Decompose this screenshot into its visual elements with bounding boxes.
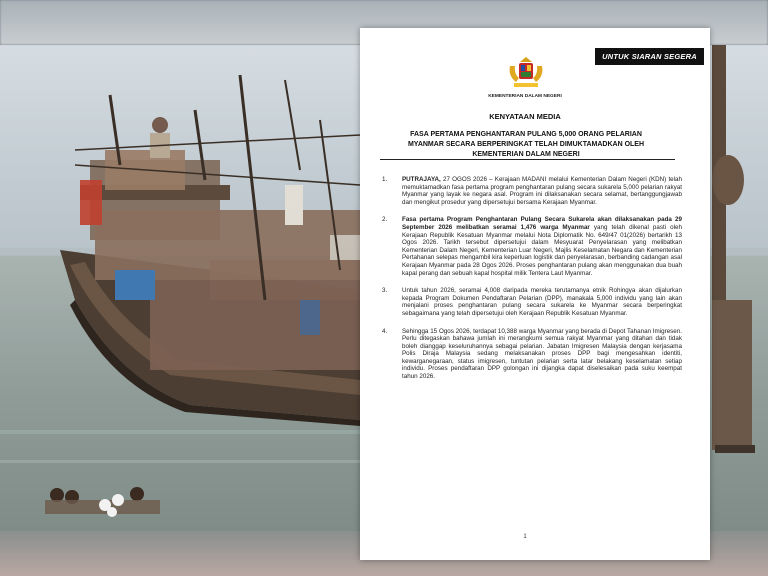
paragraph-number: 2. [382, 216, 388, 224]
paragraph-number: 1. [382, 176, 388, 183]
release-body [382, 176, 682, 391]
paragraph-text: 27 OGOS 2026 – Kerajaan MADANI melalui Kementerian Dalam Negeri (KDN) telah memuktamadkan fasa pertama program penghantaran pulang secara sukarela 5,000 pelarian rakyat Myanmar yang layak ke negara asal. Program ini dilaksanakan secara selamat, bertanggungjawab dan mengikut prosedur yang dipersetujui bersama Kerajaan Myanmar. [402, 176, 682, 206]
page-number: 1 [523, 534, 527, 540]
paragraph-number: 3. [382, 287, 388, 295]
ministry-name: KEMENTERIAN DALAM NEGERI [488, 94, 562, 99]
headline-underline [380, 159, 675, 160]
headline-line: MYANMAR SECARA BERPERINGKAT TELAH DIMUKTAMADKAN OLEH [407, 141, 645, 148]
headline-line: KEMENTERIAN DALAM NEGERI [472, 151, 580, 158]
paragraph-text: Untuk tahun 2026, seramai 4,008 daripada mereka terutamanya etnik Rohingya akan dijalurkan kepada Program Dokumen Pendaftaran Pelarian (DPP), manakala 5,000 individu yang lain akan menjalani proses penghantaran pulang secara sukarela ke Myanmar secara berperingkat sebagaimana yang telah dipersetujui oleh Kerajaan Republik Kesatuan Myanmar. [402, 287, 682, 317]
paragraph-lead: Fasa pertama Program Penghantaran Pulang Secara Sukarela akan dilaksanakan pada 29 September 2026 melibatkan seramai 1,476 warga Myanmar [402, 216, 682, 231]
paragraph [382, 328, 682, 381]
coat-of-arms-icon [506, 56, 546, 90]
paragraph-lead: PUTRAJAYA, [402, 176, 441, 183]
swimmers [45, 487, 160, 517]
paragraph-number: 4. [382, 327, 388, 335]
paragraph [382, 287, 682, 317]
release-headline [378, 130, 674, 160]
paragraph-text: Sehingga 15 Ogos 2026, terdapat 10,388 warga Myanmar yang berada di Depot Tahanan Imigresen. Perlu ditegaskan bahawa jumlah ini merangkumi semua rakyat Myanmar yang ditahan dan tidak boleh dianggap keseluruhannya sebagai pelarian. Jabatan Imigresen Malaysia dengan kerjasama Polis Diraja Malaysia sedang melaksanakan proses DPP bagi mengesahkan identiti, kewarganegaraan, status imigresen, tuntutan pelarian serta latar belakang keselamatan setiap individu. Proses pendaftaran DPP golongan ini dijangka dapat diselesaikan pada suku keempat tahun 2026. [402, 327, 682, 381]
headline-line: FASA PERTAMA PENGHANTARAN PULANG 5,000 ORANG PELARIAN [410, 131, 642, 138]
release-label-stamp: UNTUK SIARAN SEGERA [595, 48, 704, 65]
document-type-heading: KENYATAAN MEDIA [489, 112, 561, 121]
paragraph [382, 216, 682, 277]
press-release-sheet [360, 28, 710, 560]
paragraph-text: yang telah dikenal pasti oleh Kerajaan Republik Kesatuan Myanmar melalui Nota Diplomatik No. 649/47 01(2026) bertarikh 13 Ogos 2026. Tarikh tersebut dipersetujui dalam Mesyuarat Penyelarasan yang melibatkan Kementerian Dalam Negeri, Kementerian Luar Negeri, Majlis Keselamatan Negara dan Kementerian Pertahanan selepas mengambil kira keperluan logistik dan penyelarasan, berbanding cadangan asal Kerajaan Myanmar pada 28 Ogos 2026. Proses penghantaran pulang akan menggunakan dua buah kapal perang dan sebuah kapal hospital milik Tentera Laut Myanmar. [402, 223, 682, 277]
paragraph [382, 176, 682, 206]
